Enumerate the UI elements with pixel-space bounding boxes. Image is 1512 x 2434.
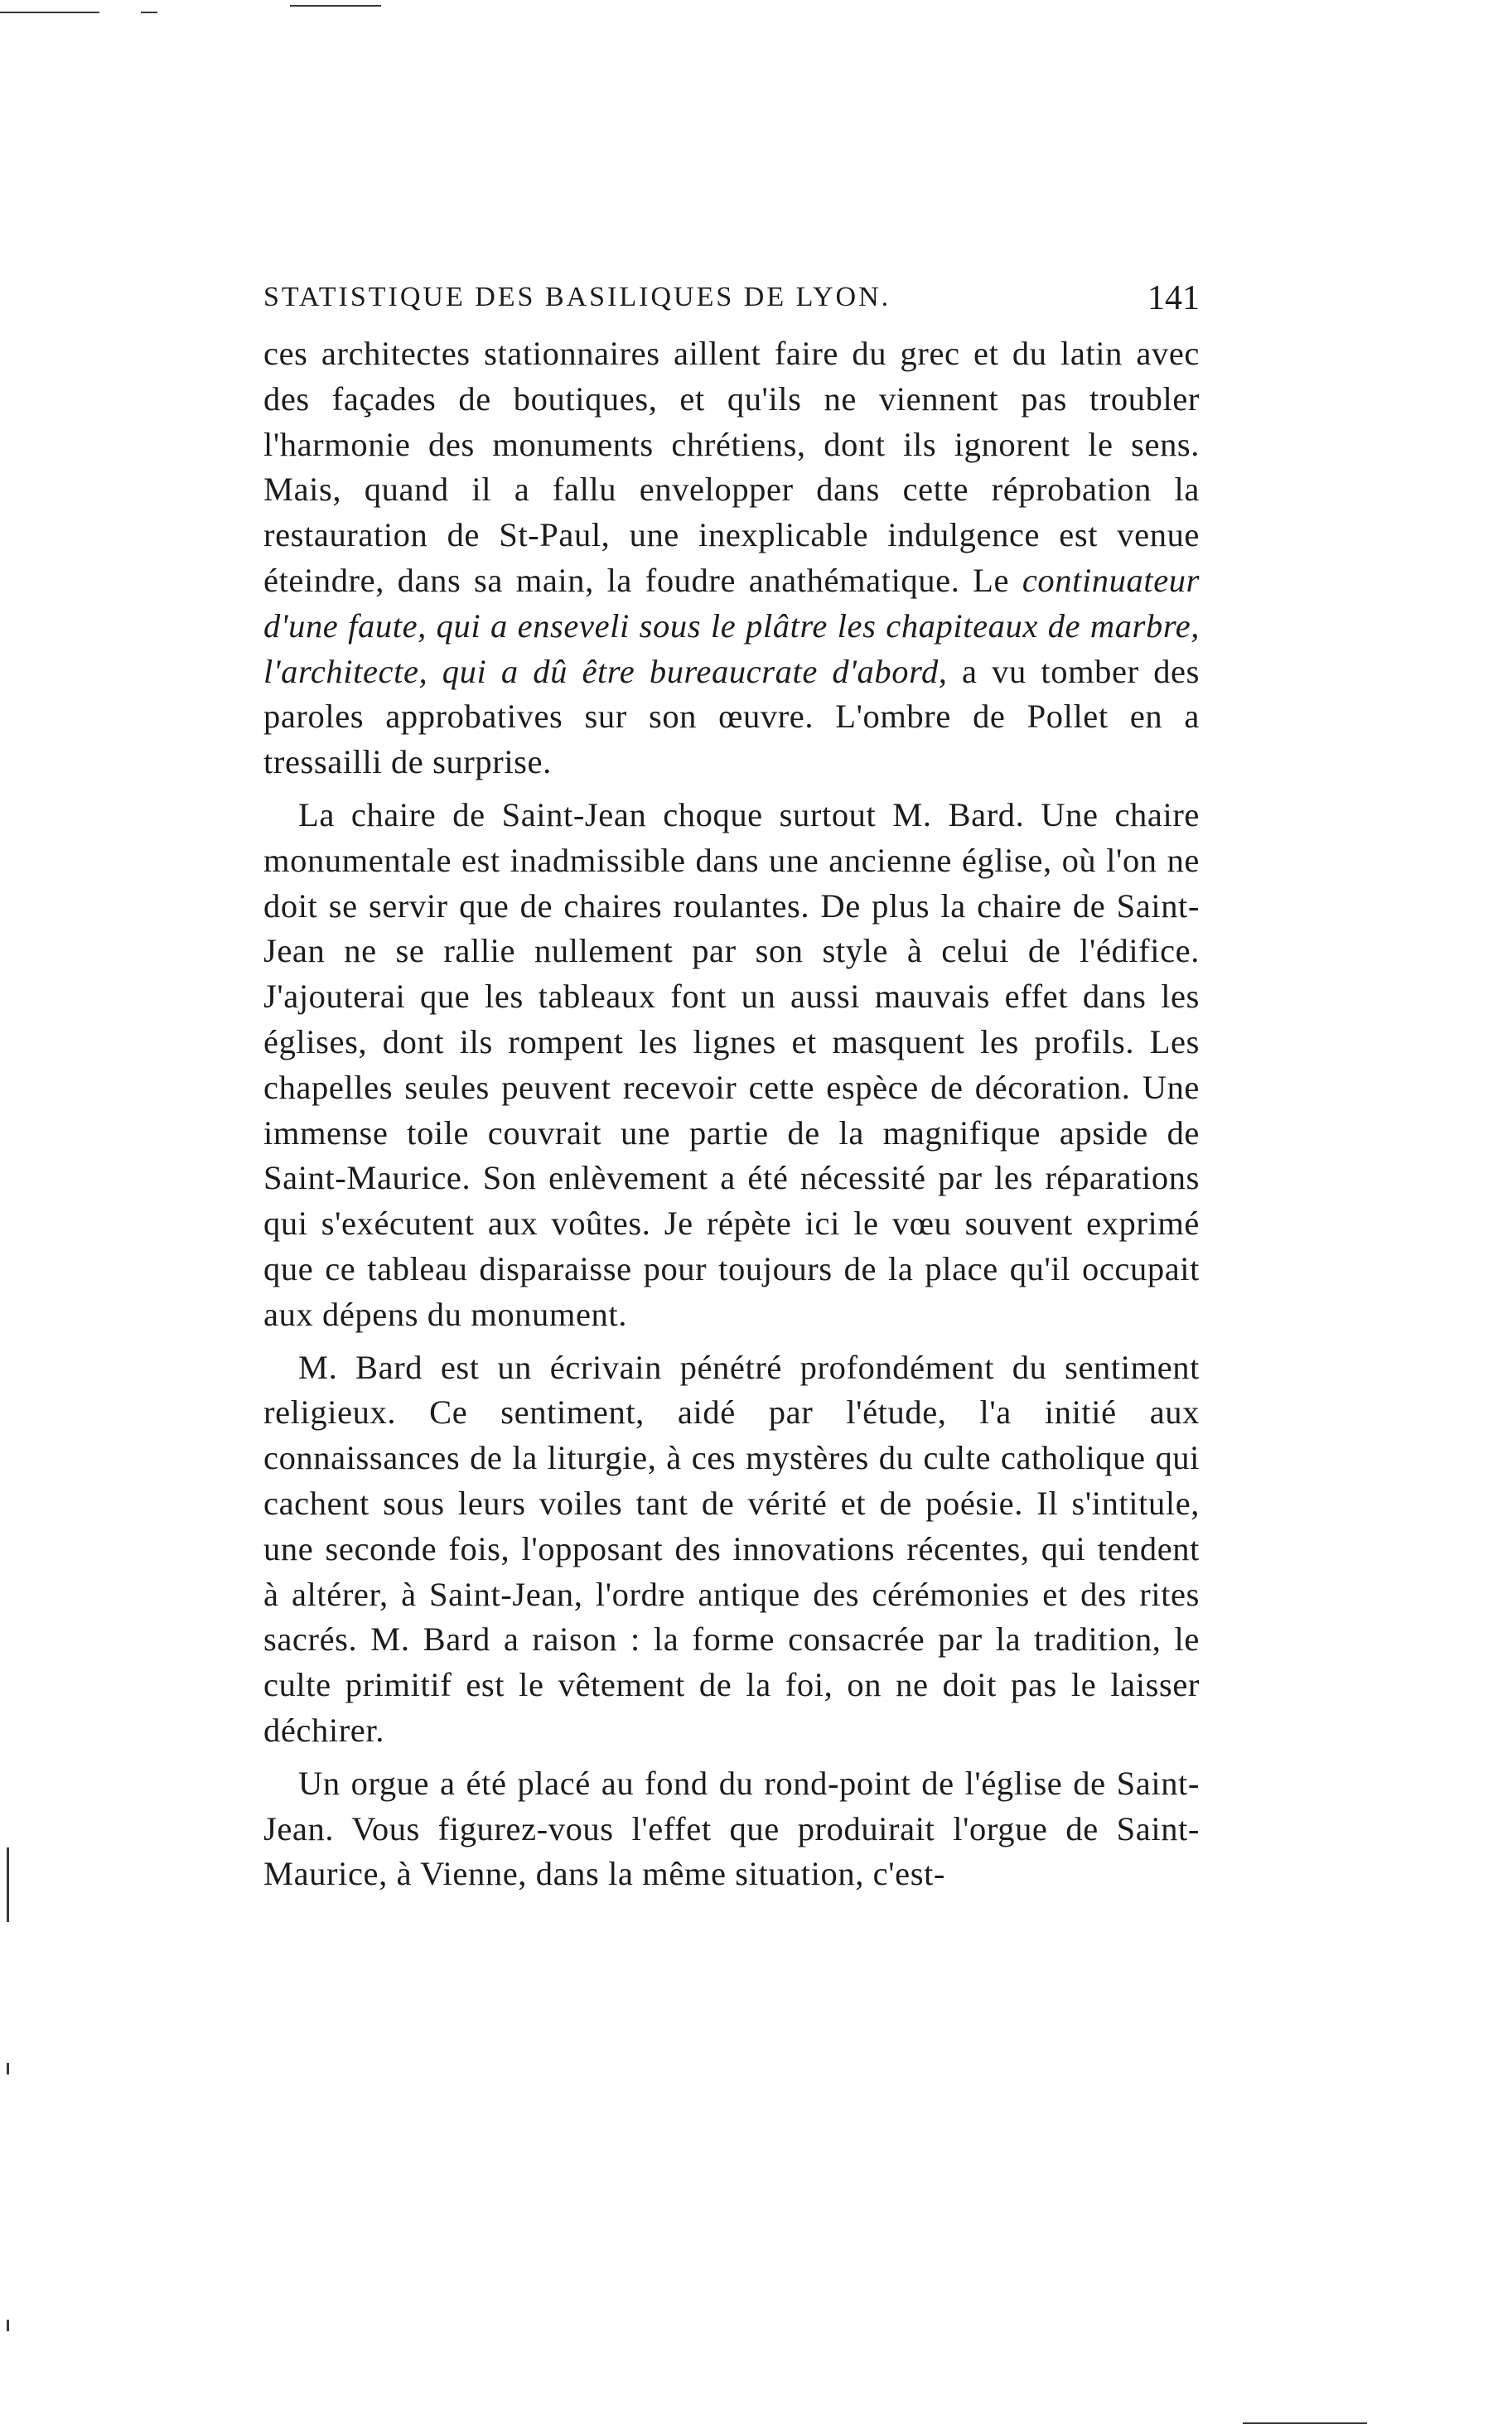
paragraph-bard: M. Bard est un écrivain pénétré profondément du sentiment religieux. Ce sentiment, aidé par l'étude, l'a initié aux connaissances de la liturgie, à ces mystères du culte catholique qui cachent sous leurs voiles tant de vérité et de poésie. Il s'intitule, une seconde fois, l'opposant des innovations récentes, qui tendent à altérer, à Saint-Jean, l'ordre antique des cérémonies et des rites sacrés. M. Bard a raison : la forme consacrée par la tradition, le culte primitif est le vêtement de la foi, on ne doit pas le laisser déchirer. xyxy=(263,1348,1200,1749)
paragraph-continuation xyxy=(263,331,1200,785)
italic-quotation: continuateur d'une faute, qui a enseveli sous le plâtre les chapiteaux de marbre, l'architecte, qui a dû être bureaucrate d'abord, xyxy=(263,561,1200,690)
scan-edge-mark xyxy=(0,12,99,13)
page-number: 141 xyxy=(1147,279,1200,317)
paragraph-chaire: La chaire de Saint-Jean choque surtout M. Bard. Une chaire monumentale est inadmissible dans une ancienne église, où l'on ne doit se servir que de chaires roulantes. De plus la chaire de Saint-Jean ne se rallie nullement par son style à celui de l'édifice. J'ajouterai que les tableaux font un aussi mauvais effet dans les églises, dont ils rompent les lignes et masquent les profils. Les chapelles seules peuvent recevoir cette espèce de décoration. Une immense toile couvrait une partie de la magnifique apside de Saint-Maurice. Son enlèvement a été nécessité par les réparations qui s'exécutent aux voûtes. Je répète ici le vœu souvent exprimé que ce tableau disparaisse pour toujours de la place qu'il occupait aux dépens du monument. xyxy=(263,795,1200,1333)
paragraph-orgue: Un orgue a été placé au fond du rond-point de l'église de Saint-Jean. Vous figurez-vous l'effet que produirait l'orgue de Saint-Maurice, à Vienne, dans la même situation, c'est- xyxy=(263,1764,1200,1893)
scan-edge-mark xyxy=(7,2063,9,2074)
scan-edge-mark xyxy=(7,2320,9,2331)
running-title: STATISTIQUE DES BASILIQUES DE LYON. xyxy=(263,282,891,312)
scan-edge-mark xyxy=(141,12,157,13)
running-head xyxy=(263,279,1200,323)
paragraph-text: a vu tomber des paroles approbatives sur son œuvre. L'ombre de Pollet en a tressailli de surprise. xyxy=(263,652,1200,781)
body-text xyxy=(263,331,1200,1897)
paragraph-text: ces architectes stationnaires aillent faire du grec et du latin avec des façades de boutiques, et qu'ils ne viennent pas troubler l'harmonie des monuments chrétiens, dont ils ignorent le sens. Mais, quand il a fallu envelopper dans cette réprobation la restauration de St-Paul, une inexplicable indulgence est venue éteindre, dans sa main, la foudre anathématique. Le xyxy=(263,335,1200,599)
scan-edge-mark xyxy=(290,5,381,7)
scan-edge-mark xyxy=(1243,2422,1367,2424)
scan-edge-mark xyxy=(7,1847,9,1922)
